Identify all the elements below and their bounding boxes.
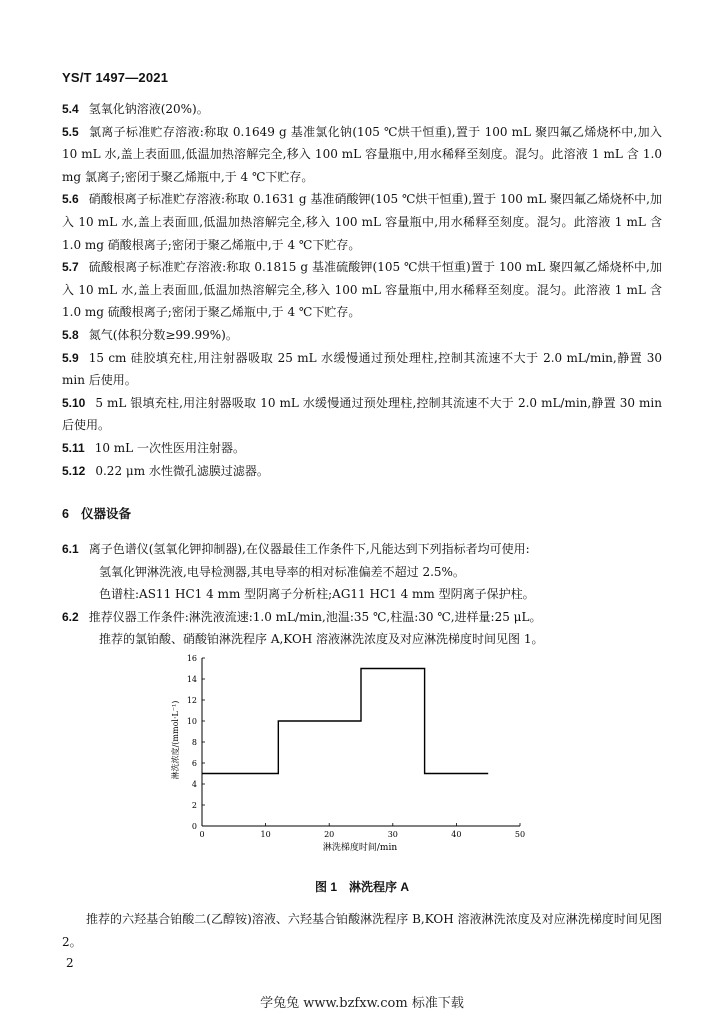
chart-series	[202, 669, 488, 774]
clause-text: 0.22 μm 水性微孔滤膜过滤器。	[95, 463, 269, 478]
clause-6-1	[62, 538, 662, 561]
y-tick-label: 6	[191, 759, 197, 768]
y-tick-label: 12	[186, 696, 197, 705]
x-tick-label: 20	[324, 830, 335, 839]
clause-text: 5 mL 银填充柱,用注射器吸取 10 mL 水缓慢通过预处理柱,控制其流速不大于 2.0 mL/min,静置 30 min 后使用。	[62, 395, 662, 433]
clause-number: 5.8	[62, 327, 79, 342]
clause-text: 硫酸根离子标准贮存溶液:称取 0.1815 g 基准硫酸钾(105 ℃烘干恒重)置于 100 mL 聚四氟乙烯烧杯中,加入 10 mL 水,盖上表面皿,低温加热溶解完全,移入 100 mL 容量瓶中,用水稀释至刻度。混匀。此溶液 1 mL 含 1.0 mg 硫酸根离子;密闭于聚乙烯瓶中,于 4 ℃下贮存。	[62, 260, 662, 320]
x-tick-label: 30	[387, 830, 398, 839]
y-tick-label: 16	[186, 654, 197, 663]
chart-ticks	[187, 654, 525, 839]
clause-number: 5.7	[62, 260, 79, 275]
clause-number: 5.4	[62, 102, 79, 116]
clause-number: 5.6	[62, 192, 79, 207]
x-axis-label: 淋洗梯度时间/min	[322, 843, 398, 853]
clause-5-10	[62, 392, 662, 437]
x-tick-label: 50	[514, 830, 526, 839]
clause-5-7	[62, 256, 662, 324]
y-axis-label: 淋洗浓度/(mmol·L⁻¹)	[171, 700, 180, 780]
clause-5-11	[62, 437, 662, 460]
clause-6-1-line: 氢氧化钾淋洗液,电导检测器,其电导率的相对标准偏差不超过 2.5%。	[99, 564, 465, 579]
clause-text: 氯离子标准贮存溶液:称取 0.1649 g 基准氯化钠(105 ℃烘干恒重),置于 100 mL 聚四氟乙烯烧杯中,加入 10 mL 水,盖上表面皿,低温加热溶解完全,移入 100 mL 容量瓶中,用水稀释至刻度。混匀。此溶液 1 mL 含 1.0 mg 氯离子;密闭于聚乙烯瓶中,于 4 ℃下贮存。	[62, 124, 662, 184]
clause-text: 离子色谱仪(氢氧化钾抑制器),在仪器最佳工作条件下,凡能达到下列指标者均可使用:	[88, 542, 530, 557]
clause-text: 15 cm 硅胶填充柱,用注射器吸取 25 mL 水缓慢通过预处理柱,控制其流速不大于 2.0 mL/min,静置 30 min 后使用。	[62, 350, 662, 388]
clause-number: 5.9	[62, 350, 79, 365]
y-tick-label: 0	[191, 822, 197, 831]
figure-1	[0, 640, 724, 900]
clause-5-5	[62, 121, 662, 189]
series-line-program-a	[202, 669, 488, 774]
clause-number: 5.5	[62, 124, 79, 139]
y-tick-label: 14	[186, 675, 197, 684]
clause-number: 5.10	[62, 395, 86, 410]
clause-text: 氢氧化钠溶液(20%)。	[88, 102, 209, 116]
x-tick-label: 0	[199, 830, 205, 839]
y-tick-label: 10	[186, 717, 197, 726]
x-tick-label: 40	[451, 830, 462, 839]
y-tick-label: 4	[191, 780, 197, 789]
y-tick-label: 2	[191, 801, 197, 810]
document-code: YS/T 1497—2021	[62, 70, 169, 85]
clause-6-2-line: 推荐的氯铂酸、硝酸铂淋洗程序 A,KOH 溶液淋洗浓度及对应淋洗梯度时间见图 1。	[99, 632, 544, 647]
clause-5-8	[62, 324, 662, 347]
section-number: 6	[62, 507, 69, 522]
clause-5-9	[62, 347, 662, 392]
clause-number: 6.2	[62, 609, 79, 624]
clause-number: 5.12	[62, 463, 86, 478]
clause-number: 6.1	[62, 542, 79, 557]
figure-caption: 图 1 淋洗程序 A	[314, 880, 409, 894]
y-tick-label: 8	[191, 738, 197, 747]
clause-number: 5.11	[62, 440, 85, 455]
clause-5-6	[62, 188, 662, 256]
clause-5-4	[62, 98, 662, 121]
clause-text: 推荐仪器工作条件:淋洗液流速:1.0 mL/min,池温:35 ℃,柱温:30 ℃,进样量:25 μL。	[88, 609, 542, 624]
page-number: 2	[66, 956, 74, 970]
clause-text: 10 mL 一次性医用注射器。	[94, 440, 245, 455]
document-body	[62, 98, 662, 651]
x-tick-label: 10	[260, 830, 271, 839]
clause-6-1-line: 色谱柱:AS11 HC1 4 mm 型阴离子分析柱;AG11 HC1 4 mm 型阴离子保护柱。	[99, 587, 535, 602]
watermark-footer: 学兔兔 www.bzfxw.com 标准下载	[260, 996, 464, 1011]
paragraph-after-figure: 推荐的六羟基合铂酸二(乙醇铵)溶液、六羟基合铂酸淋洗程序 B,KOH 溶液淋洗浓度及对应淋洗梯度时间见图 2。	[62, 912, 662, 949]
clause-5-12	[62, 460, 662, 483]
elution-chart	[0, 640, 724, 870]
clause-text: 硝酸根离子标准贮存溶液:称取 0.1631 g 基准硝酸钾(105 ℃烘干恒重),置于 100 mL 聚四氟乙烯烧杯中,加入 10 mL 水,盖上表面皿,低温加热溶解完全,移入 100 mL 容量瓶中,用水稀释至刻度。混匀。此溶液 1 mL 含 1.0 mg 硝酸根离子;密闭于聚乙烯瓶中,于 4 ℃下贮存。	[62, 192, 662, 252]
section-heading-6	[62, 504, 662, 522]
clause-6-2	[62, 606, 662, 629]
clause-text: 氮气(体积分数≥99.99%)。	[88, 327, 238, 342]
section-title: 仪器设备	[80, 507, 131, 522]
